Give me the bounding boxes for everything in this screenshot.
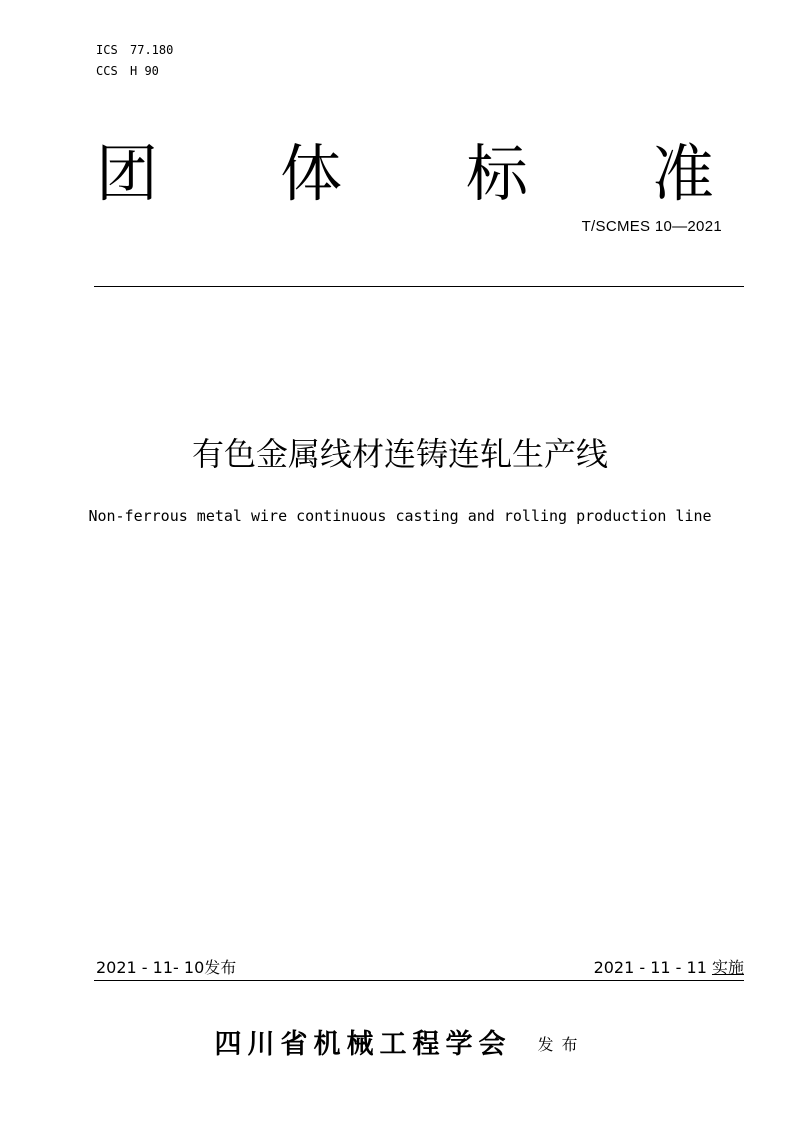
implement-date-block (594, 957, 744, 979)
ccs-value: H 90 (130, 64, 159, 78)
publish-date-block (96, 957, 236, 979)
publish-date: 2021 - 11- 10 (96, 958, 205, 977)
standard-type-char-2: 体 (280, 137, 343, 210)
publisher-name: 四川省机械工程学会 (214, 1029, 512, 1060)
implement-date: 2021 - 11 - 11 (593, 958, 707, 977)
classification-codes (96, 40, 173, 82)
standard-number: T/SCMES 10—2021 (581, 218, 722, 235)
ccs-row (96, 61, 173, 82)
standard-type-char-4: 准 (652, 137, 715, 210)
ics-row (96, 40, 173, 61)
publisher-action: 发布 (537, 1035, 586, 1054)
header-divider (94, 286, 744, 287)
implement-label: 实施 (711, 958, 744, 977)
document-title-chinese: 有色金属线材连铸连轧生产线 (191, 435, 608, 473)
standard-type-char-1: 团 (96, 137, 159, 210)
standard-type-char-3: 标 (466, 137, 529, 210)
footer-divider (94, 980, 744, 981)
dates-row (94, 957, 744, 979)
publisher-line (0, 1027, 800, 1063)
document-title-english: Non-ferrous metal wire continuous casting and rolling production line (88, 507, 712, 525)
ics-label: ICS (96, 43, 118, 57)
publish-label: 发布 (204, 958, 237, 977)
ccs-label: CCS (96, 64, 118, 78)
ics-value: 77.180 (130, 43, 174, 57)
standard-type-heading (94, 136, 730, 212)
